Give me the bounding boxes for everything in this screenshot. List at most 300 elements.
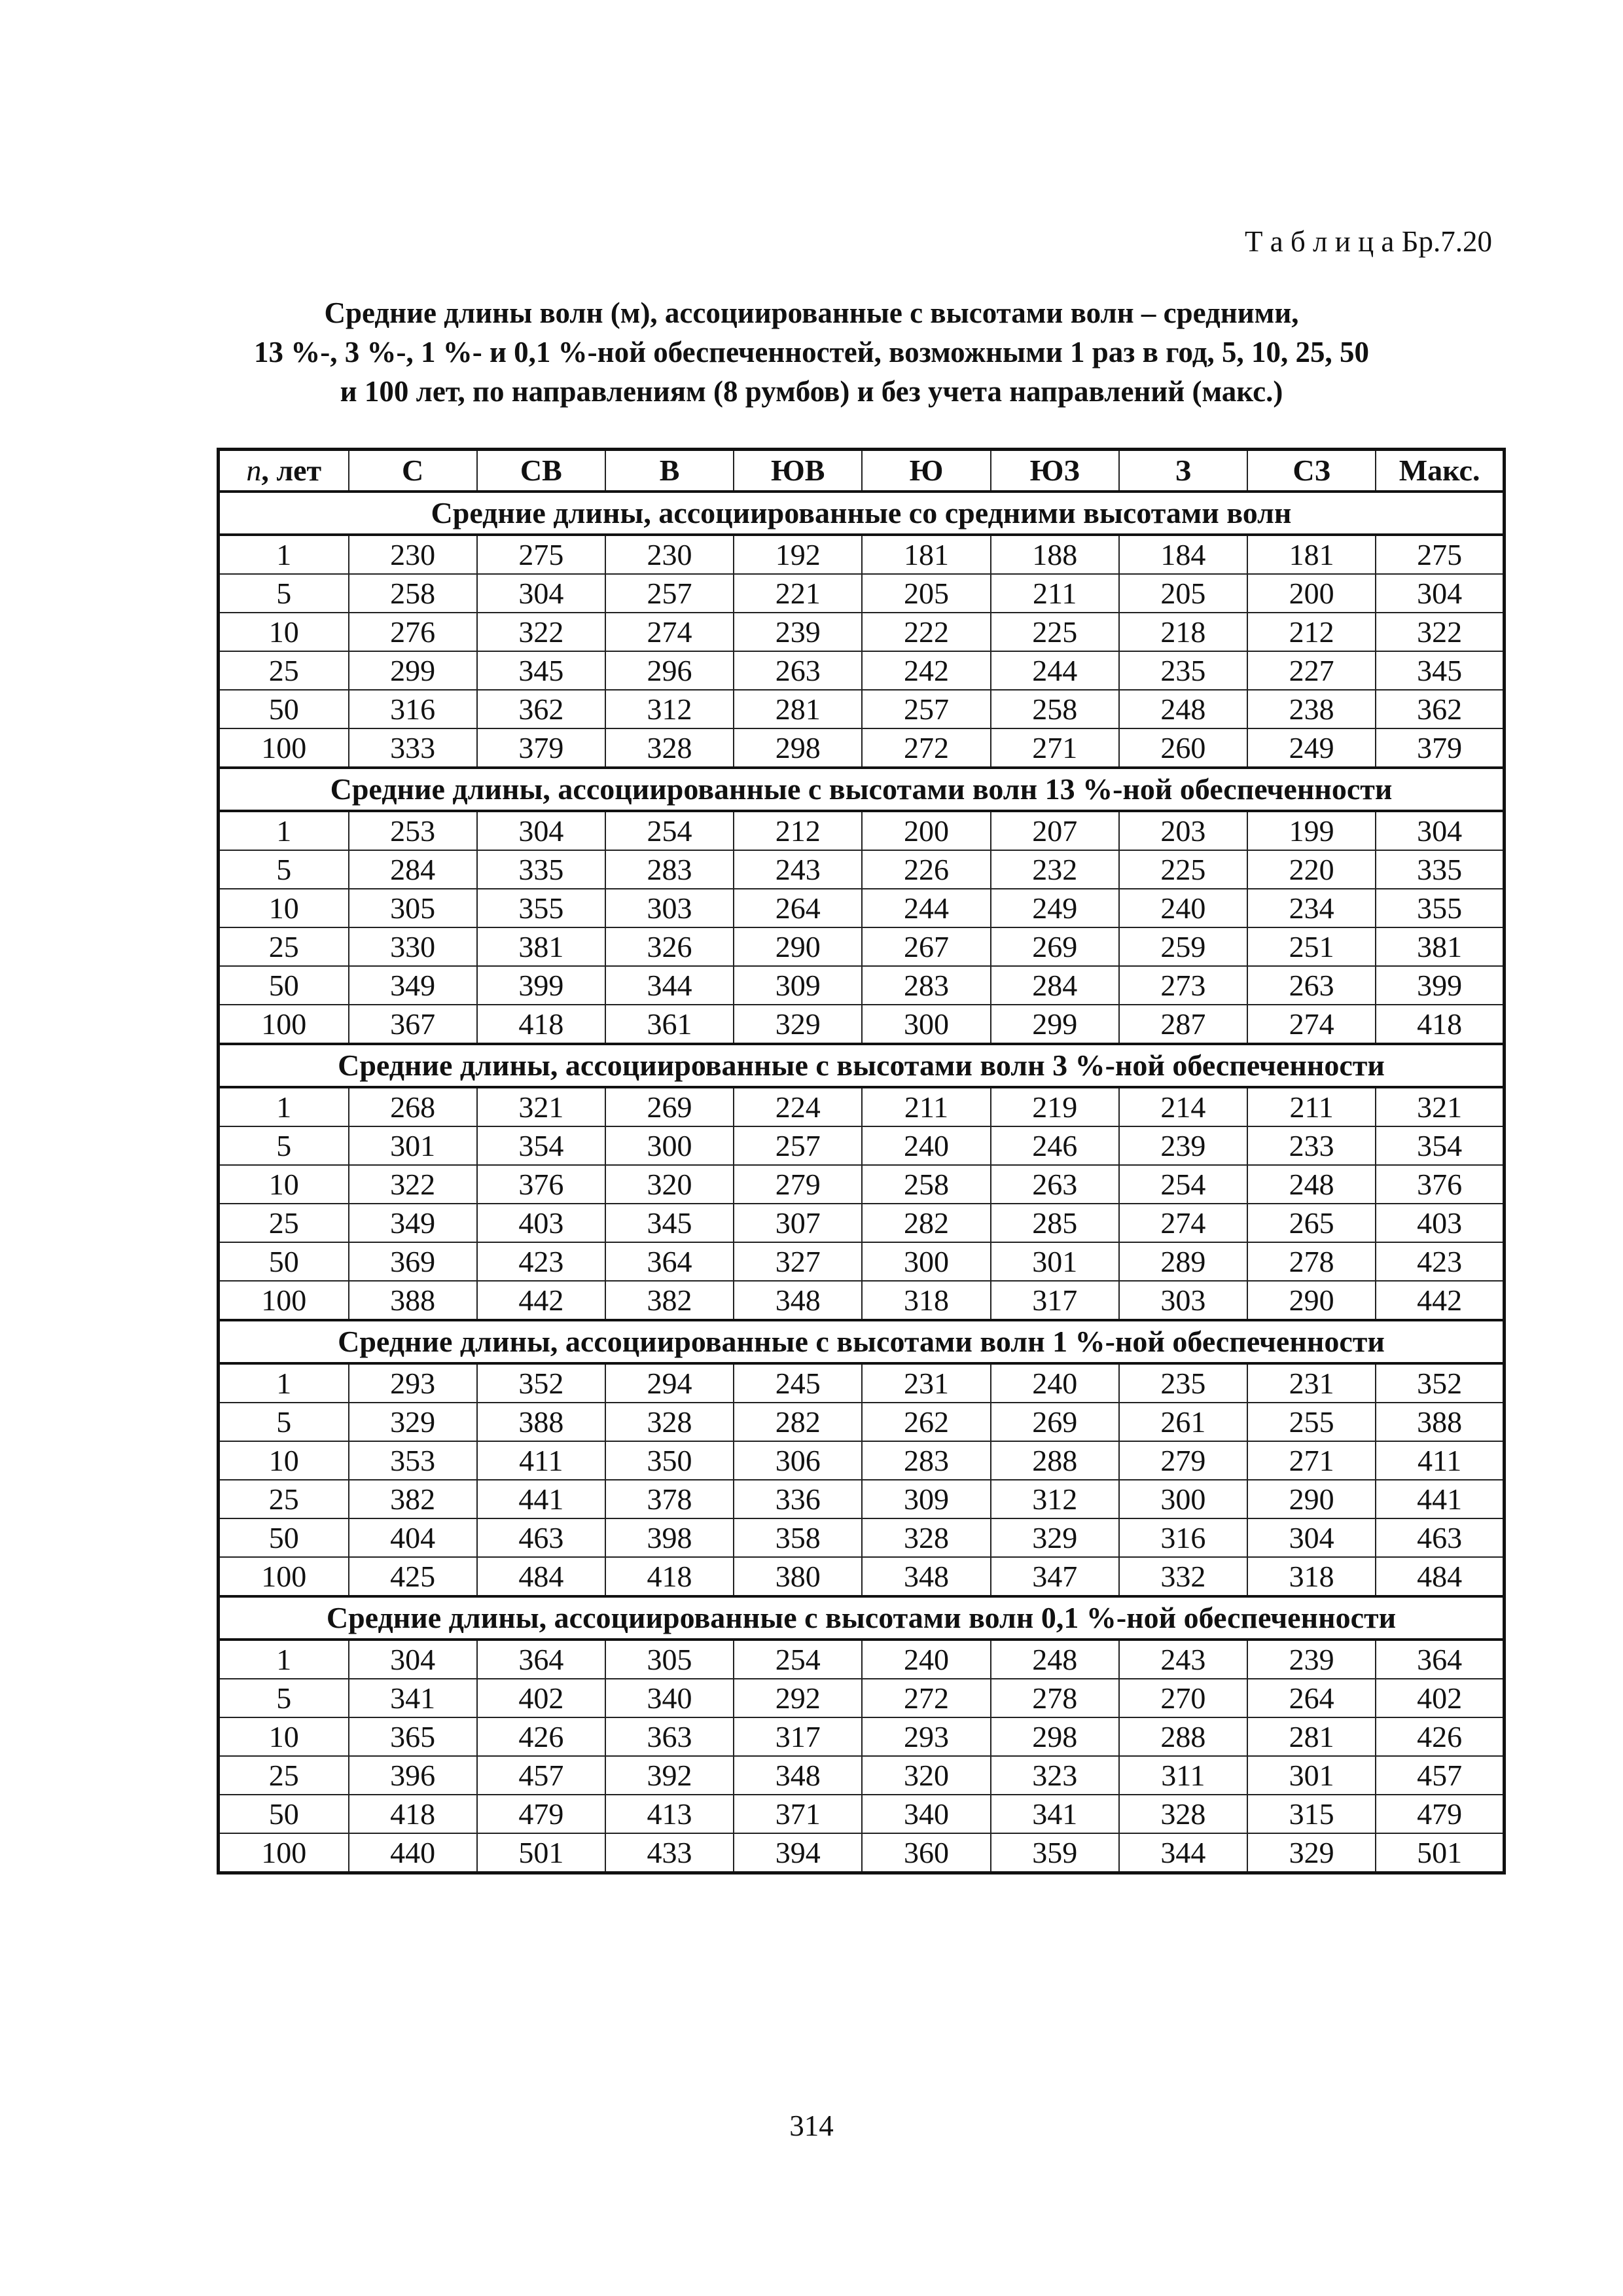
value-cell: 328 <box>862 1518 990 1557</box>
value-cell: 303 <box>605 889 734 927</box>
value-cell: 282 <box>862 1204 990 1242</box>
value-cell: 352 <box>477 1363 605 1403</box>
value-cell: 463 <box>1376 1518 1504 1557</box>
value-cell: 244 <box>862 889 990 927</box>
value-cell: 322 <box>1376 613 1504 651</box>
value-cell: 233 <box>1247 1126 1376 1165</box>
value-cell: 296 <box>605 651 734 690</box>
value-cell: 360 <box>862 1833 990 1873</box>
value-cell: 184 <box>1119 535 1247 574</box>
period-cell: 5 <box>219 1679 349 1717</box>
table-row <box>219 690 1505 728</box>
value-cell: 301 <box>1247 1756 1376 1795</box>
value-cell: 329 <box>734 1005 862 1044</box>
value-cell: 267 <box>862 927 990 966</box>
value-cell: 394 <box>734 1833 862 1873</box>
value-cell: 199 <box>1247 811 1376 850</box>
table-row <box>219 1403 1505 1441</box>
value-cell: 348 <box>734 1281 862 1320</box>
period-cell: 25 <box>219 1756 349 1795</box>
header-cell: В <box>605 450 734 492</box>
value-cell: 404 <box>349 1518 477 1557</box>
value-cell: 230 <box>349 535 477 574</box>
value-cell: 300 <box>1119 1480 1247 1518</box>
value-cell: 292 <box>734 1679 862 1717</box>
value-cell: 411 <box>1376 1441 1504 1480</box>
value-cell: 244 <box>991 651 1119 690</box>
value-cell: 322 <box>477 613 605 651</box>
value-cell: 254 <box>605 811 734 850</box>
value-cell: 251 <box>1247 927 1376 966</box>
period-cell: 25 <box>219 1480 349 1518</box>
value-cell: 260 <box>1119 728 1247 768</box>
value-cell: 283 <box>605 850 734 889</box>
value-cell: 303 <box>1119 1281 1247 1320</box>
header-cell: С <box>349 450 477 492</box>
section-title: Средние длины, ассоциированные со средними высотами волн <box>219 492 1505 535</box>
value-cell: 355 <box>477 889 605 927</box>
value-cell: 413 <box>605 1795 734 1833</box>
value-cell: 382 <box>605 1281 734 1320</box>
value-cell: 232 <box>991 850 1119 889</box>
value-cell: 381 <box>1376 927 1504 966</box>
value-cell: 290 <box>1247 1281 1376 1320</box>
value-cell: 365 <box>349 1717 477 1756</box>
period-cell: 1 <box>219 811 349 850</box>
value-cell: 333 <box>349 728 477 768</box>
value-cell: 304 <box>1376 811 1504 850</box>
value-cell: 224 <box>734 1087 862 1126</box>
value-cell: 258 <box>862 1165 990 1204</box>
n-symbol: n <box>246 454 262 487</box>
table-row <box>219 613 1505 651</box>
value-cell: 388 <box>349 1281 477 1320</box>
period-cell: 10 <box>219 613 349 651</box>
value-cell: 306 <box>734 1441 862 1480</box>
section-header-row <box>219 492 1505 535</box>
value-cell: 479 <box>1376 1795 1504 1833</box>
value-cell: 441 <box>1376 1480 1504 1518</box>
value-cell: 288 <box>991 1441 1119 1480</box>
table-row <box>219 1795 1505 1833</box>
value-cell: 312 <box>605 690 734 728</box>
value-cell: 181 <box>862 535 990 574</box>
value-cell: 361 <box>605 1005 734 1044</box>
value-cell: 269 <box>991 927 1119 966</box>
value-cell: 284 <box>349 850 477 889</box>
period-cell: 10 <box>219 1165 349 1204</box>
page-number: 314 <box>789 2109 834 2142</box>
header-cell: СЗ <box>1247 450 1376 492</box>
section-header-row <box>219 768 1505 811</box>
table-row <box>219 1363 1505 1403</box>
value-cell: 340 <box>605 1679 734 1717</box>
value-cell: 214 <box>1119 1087 1247 1126</box>
value-cell: 316 <box>1119 1518 1247 1557</box>
value-cell: 263 <box>1247 966 1376 1005</box>
value-cell: 329 <box>991 1518 1119 1557</box>
value-cell: 304 <box>1376 574 1504 613</box>
value-cell: 364 <box>477 1640 605 1679</box>
value-cell: 344 <box>1119 1833 1247 1873</box>
value-cell: 418 <box>477 1005 605 1044</box>
table-body <box>219 492 1505 1873</box>
value-cell: 479 <box>477 1795 605 1833</box>
table-row <box>219 811 1505 850</box>
value-cell: 212 <box>1247 613 1376 651</box>
value-cell: 321 <box>1376 1087 1504 1126</box>
value-cell: 345 <box>1376 651 1504 690</box>
value-cell: 329 <box>349 1403 477 1441</box>
period-cell: 1 <box>219 1363 349 1403</box>
period-cell: 5 <box>219 1403 349 1441</box>
value-cell: 218 <box>1119 613 1247 651</box>
period-cell: 1 <box>219 535 349 574</box>
value-cell: 279 <box>734 1165 862 1204</box>
value-cell: 211 <box>862 1087 990 1126</box>
value-cell: 320 <box>862 1756 990 1795</box>
caption-line: Средние длины волн (м), ассоциированные с высотами волн – средними, <box>324 296 1299 329</box>
table-row <box>219 1756 1505 1795</box>
value-cell: 345 <box>477 651 605 690</box>
value-cell: 231 <box>862 1363 990 1403</box>
value-cell: 240 <box>991 1363 1119 1403</box>
value-cell: 222 <box>862 613 990 651</box>
table-row <box>219 1833 1505 1873</box>
period-cell: 10 <box>219 889 349 927</box>
value-cell: 363 <box>605 1717 734 1756</box>
value-cell: 257 <box>862 690 990 728</box>
value-cell: 484 <box>477 1557 605 1596</box>
value-cell: 418 <box>349 1795 477 1833</box>
value-cell: 298 <box>991 1717 1119 1756</box>
value-cell: 248 <box>1119 690 1247 728</box>
value-cell: 225 <box>991 613 1119 651</box>
caption-line: и 100 лет, по направлениям (8 румбов) и без учета направлений (макс.) <box>340 375 1283 408</box>
value-cell: 279 <box>1119 1441 1247 1480</box>
value-cell: 238 <box>1247 690 1376 728</box>
table-row <box>219 1087 1505 1126</box>
value-cell: 188 <box>991 535 1119 574</box>
table-row <box>219 966 1505 1005</box>
value-cell: 305 <box>349 889 477 927</box>
table-row <box>219 1679 1505 1717</box>
section-title: Средние длины, ассоциированные с высотами волн 13 %-ной обеспеченности <box>219 768 1505 811</box>
section-title: Средние длины, ассоциированные с высотами волн 1 %-ной обеспеченности <box>219 1320 1505 1363</box>
value-cell: 284 <box>991 966 1119 1005</box>
value-cell: 285 <box>991 1204 1119 1242</box>
value-cell: 328 <box>605 1403 734 1441</box>
value-cell: 274 <box>1119 1204 1247 1242</box>
value-cell: 248 <box>1247 1165 1376 1204</box>
header-cell: ЮЗ <box>991 450 1119 492</box>
period-cell: 50 <box>219 1518 349 1557</box>
value-cell: 441 <box>477 1480 605 1518</box>
period-cell: 1 <box>219 1087 349 1126</box>
value-cell: 259 <box>1119 927 1247 966</box>
period-cell: 50 <box>219 690 349 728</box>
value-cell: 457 <box>477 1756 605 1795</box>
value-cell: 235 <box>1119 651 1247 690</box>
value-cell: 347 <box>991 1557 1119 1596</box>
value-cell: 381 <box>477 927 605 966</box>
value-cell: 271 <box>1247 1441 1376 1480</box>
header-cell: З <box>1119 450 1247 492</box>
value-cell: 276 <box>349 613 477 651</box>
value-cell: 257 <box>605 574 734 613</box>
value-cell: 272 <box>862 728 990 768</box>
value-cell: 249 <box>991 889 1119 927</box>
value-cell: 268 <box>349 1087 477 1126</box>
value-cell: 316 <box>349 690 477 728</box>
value-cell: 309 <box>862 1480 990 1518</box>
period-cell: 100 <box>219 1005 349 1044</box>
value-cell: 245 <box>734 1363 862 1403</box>
value-cell: 403 <box>477 1204 605 1242</box>
value-cell: 345 <box>605 1204 734 1242</box>
value-cell: 301 <box>991 1242 1119 1281</box>
value-cell: 376 <box>477 1165 605 1204</box>
period-cell: 100 <box>219 1557 349 1596</box>
table-row <box>219 1717 1505 1756</box>
value-cell: 328 <box>605 728 734 768</box>
value-cell: 329 <box>1247 1833 1376 1873</box>
value-cell: 239 <box>1119 1126 1247 1165</box>
period-cell: 5 <box>219 574 349 613</box>
value-cell: 318 <box>1247 1557 1376 1596</box>
value-cell: 226 <box>862 850 990 889</box>
value-cell: 379 <box>477 728 605 768</box>
table-row <box>219 889 1505 927</box>
value-cell: 364 <box>605 1242 734 1281</box>
value-cell: 203 <box>1119 811 1247 850</box>
value-cell: 299 <box>991 1005 1119 1044</box>
value-cell: 230 <box>605 535 734 574</box>
value-cell: 258 <box>349 574 477 613</box>
value-cell: 205 <box>1119 574 1247 613</box>
value-cell: 262 <box>862 1403 990 1441</box>
period-cell: 50 <box>219 966 349 1005</box>
value-cell: 254 <box>1119 1165 1247 1204</box>
value-cell: 362 <box>1376 690 1504 728</box>
table-row <box>219 1005 1505 1044</box>
value-cell: 315 <box>1247 1795 1376 1833</box>
value-cell: 442 <box>477 1281 605 1320</box>
value-cell: 257 <box>734 1126 862 1165</box>
period-cell: 10 <box>219 1717 349 1756</box>
value-cell: 265 <box>1247 1204 1376 1242</box>
table-row <box>219 1281 1505 1320</box>
value-cell: 321 <box>477 1087 605 1126</box>
value-cell: 263 <box>734 651 862 690</box>
value-cell: 290 <box>734 927 862 966</box>
table-row <box>219 1518 1505 1557</box>
value-cell: 411 <box>477 1441 605 1480</box>
value-cell: 192 <box>734 535 862 574</box>
value-cell: 312 <box>991 1480 1119 1518</box>
period-cell: 25 <box>219 927 349 966</box>
value-cell: 354 <box>1376 1126 1504 1165</box>
value-cell: 283 <box>862 966 990 1005</box>
period-cell: 25 <box>219 651 349 690</box>
section-header-row <box>219 1596 1505 1640</box>
value-cell: 294 <box>605 1363 734 1403</box>
value-cell: 304 <box>349 1640 477 1679</box>
value-cell: 326 <box>605 927 734 966</box>
value-cell: 212 <box>734 811 862 850</box>
header-cell: Ю <box>862 450 990 492</box>
header-cell: ЮВ <box>734 450 862 492</box>
value-cell: 388 <box>1376 1403 1504 1441</box>
value-cell: 352 <box>1376 1363 1504 1403</box>
value-cell: 278 <box>1247 1242 1376 1281</box>
value-cell: 287 <box>1119 1005 1247 1044</box>
value-cell: 379 <box>1376 728 1504 768</box>
value-cell: 382 <box>349 1480 477 1518</box>
value-cell: 350 <box>605 1441 734 1480</box>
period-cell: 25 <box>219 1204 349 1242</box>
value-cell: 392 <box>605 1756 734 1795</box>
value-cell: 423 <box>477 1242 605 1281</box>
value-cell: 348 <box>734 1756 862 1795</box>
value-cell: 418 <box>605 1557 734 1596</box>
period-cell: 100 <box>219 1833 349 1873</box>
value-cell: 359 <box>991 1833 1119 1873</box>
value-cell: 261 <box>1119 1403 1247 1441</box>
section-header-row <box>219 1320 1505 1363</box>
table-caption <box>196 293 1427 411</box>
value-cell: 275 <box>1376 535 1504 574</box>
value-cell: 501 <box>477 1833 605 1873</box>
value-cell: 399 <box>1376 966 1504 1005</box>
value-cell: 440 <box>349 1833 477 1873</box>
value-cell: 341 <box>349 1679 477 1717</box>
value-cell: 254 <box>734 1640 862 1679</box>
value-cell: 242 <box>862 651 990 690</box>
value-cell: 307 <box>734 1204 862 1242</box>
table-label: Т а б л и ц а Бр.7.20 <box>1244 225 1492 258</box>
value-cell: 354 <box>477 1126 605 1165</box>
value-cell: 240 <box>862 1126 990 1165</box>
value-cell: 293 <box>349 1363 477 1403</box>
value-cell: 207 <box>991 811 1119 850</box>
value-cell: 200 <box>1247 574 1376 613</box>
period-cell: 50 <box>219 1795 349 1833</box>
value-cell: 299 <box>349 651 477 690</box>
value-cell: 205 <box>862 574 990 613</box>
value-cell: 388 <box>477 1403 605 1441</box>
period-cell: 50 <box>219 1242 349 1281</box>
value-cell: 501 <box>1376 1833 1504 1873</box>
value-cell: 380 <box>734 1557 862 1596</box>
value-cell: 240 <box>1119 889 1247 927</box>
value-cell: 273 <box>1119 966 1247 1005</box>
value-cell: 304 <box>1247 1518 1376 1557</box>
value-cell: 335 <box>477 850 605 889</box>
value-cell: 336 <box>734 1480 862 1518</box>
value-cell: 298 <box>734 728 862 768</box>
value-cell: 396 <box>349 1756 477 1795</box>
value-cell: 301 <box>349 1126 477 1165</box>
value-cell: 211 <box>1247 1087 1376 1126</box>
value-cell: 328 <box>1119 1795 1247 1833</box>
value-cell: 275 <box>477 535 605 574</box>
value-cell: 240 <box>862 1640 990 1679</box>
period-cell: 1 <box>219 1640 349 1679</box>
value-cell: 327 <box>734 1242 862 1281</box>
period-cell: 5 <box>219 1126 349 1165</box>
table-row <box>219 927 1505 966</box>
value-cell: 358 <box>734 1518 862 1557</box>
table-row <box>219 1204 1505 1242</box>
period-cell: 100 <box>219 1281 349 1320</box>
value-cell: 253 <box>349 811 477 850</box>
value-cell: 258 <box>991 690 1119 728</box>
value-cell: 349 <box>349 1204 477 1242</box>
value-cell: 200 <box>862 811 990 850</box>
value-cell: 270 <box>1119 1679 1247 1717</box>
table-row <box>219 1557 1505 1596</box>
value-cell: 304 <box>477 811 605 850</box>
value-cell: 274 <box>605 613 734 651</box>
value-cell: 234 <box>1247 889 1376 927</box>
value-cell: 335 <box>1376 850 1504 889</box>
table-row <box>219 1165 1505 1204</box>
wave-length-table <box>217 448 1506 1874</box>
value-cell: 330 <box>349 927 477 966</box>
value-cell: 282 <box>734 1403 862 1441</box>
value-cell: 289 <box>1119 1242 1247 1281</box>
value-cell: 239 <box>1247 1640 1376 1679</box>
value-cell: 418 <box>1376 1005 1504 1044</box>
value-cell: 376 <box>1376 1165 1504 1204</box>
value-cell: 243 <box>1119 1640 1247 1679</box>
value-cell: 463 <box>477 1518 605 1557</box>
value-cell: 426 <box>1376 1717 1504 1756</box>
value-cell: 263 <box>991 1165 1119 1204</box>
value-cell: 344 <box>605 966 734 1005</box>
value-cell: 403 <box>1376 1204 1504 1242</box>
value-cell: 283 <box>862 1441 990 1480</box>
value-cell: 433 <box>605 1833 734 1873</box>
value-cell: 317 <box>991 1281 1119 1320</box>
table-row <box>219 1242 1505 1281</box>
period-cell: 10 <box>219 1441 349 1480</box>
value-cell: 264 <box>734 889 862 927</box>
period-cell: 5 <box>219 850 349 889</box>
value-cell: 281 <box>734 690 862 728</box>
period-cell: 100 <box>219 728 349 768</box>
value-cell: 309 <box>734 966 862 1005</box>
value-cell: 231 <box>1247 1363 1376 1403</box>
value-cell: 272 <box>862 1679 990 1717</box>
value-cell: 423 <box>1376 1242 1504 1281</box>
value-cell: 402 <box>1376 1679 1504 1717</box>
value-cell: 323 <box>991 1756 1119 1795</box>
value-cell: 219 <box>991 1087 1119 1126</box>
value-cell: 271 <box>991 728 1119 768</box>
table-row <box>219 1126 1505 1165</box>
value-cell: 300 <box>605 1126 734 1165</box>
table-row <box>219 651 1505 690</box>
value-cell: 367 <box>349 1005 477 1044</box>
table-row <box>219 1640 1505 1679</box>
value-cell: 402 <box>477 1679 605 1717</box>
table-row <box>219 574 1505 613</box>
value-cell: 369 <box>349 1242 477 1281</box>
value-cell: 227 <box>1247 651 1376 690</box>
value-cell: 348 <box>862 1557 990 1596</box>
